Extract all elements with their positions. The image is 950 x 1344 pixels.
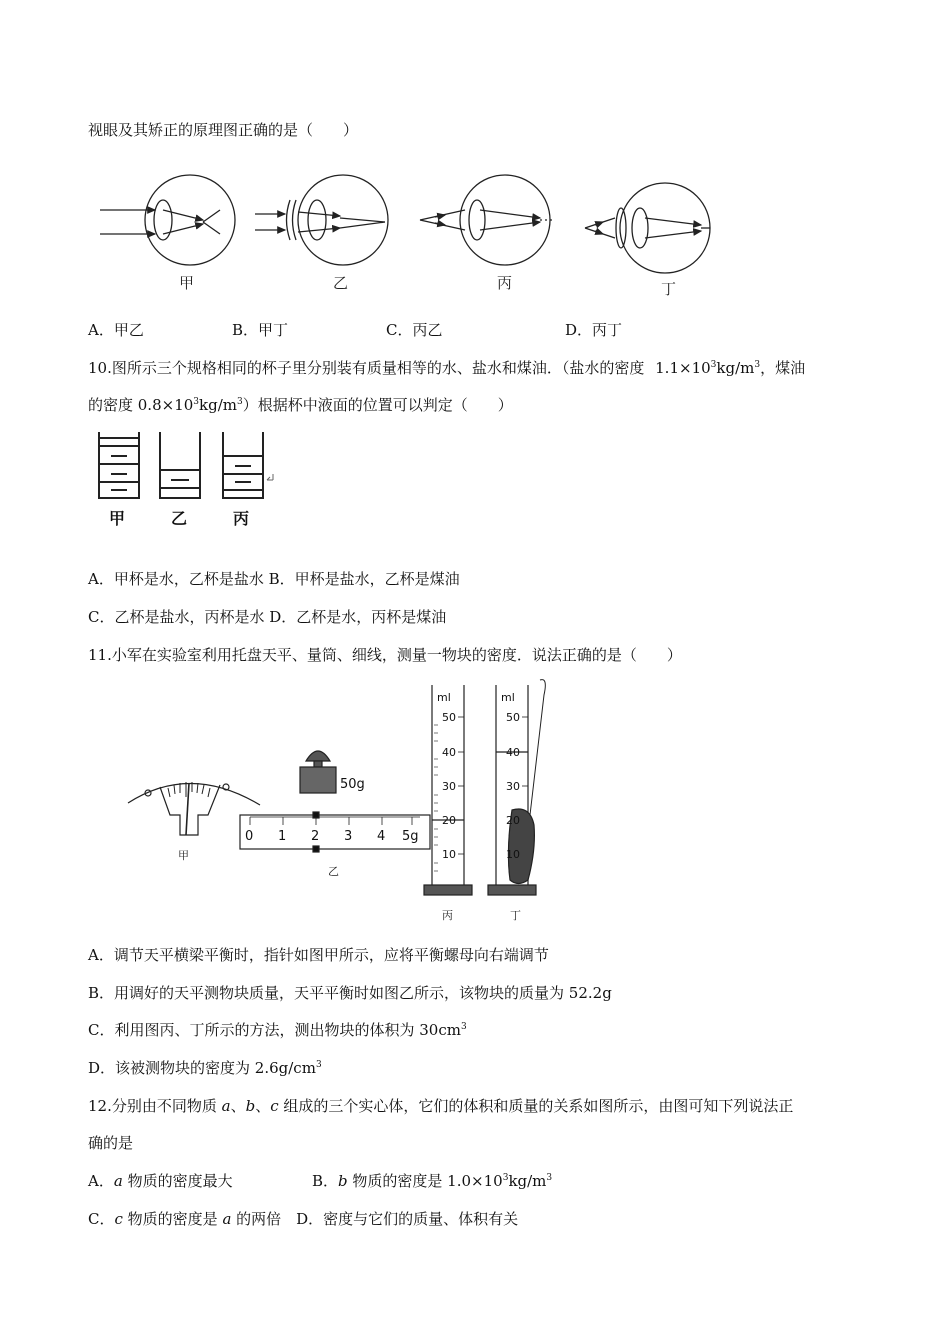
weight-label: 50g: [340, 777, 365, 792]
cyl-bing-tick-10: 10: [442, 848, 456, 861]
q11-balance-figure: [120, 675, 580, 925]
eye-diagram-bing: [420, 175, 555, 265]
cyl-ding-tick-30: 30: [506, 780, 520, 793]
fig-label-jia: 甲: [179, 274, 195, 292]
cyl-ding-tick-10: 10: [506, 848, 520, 861]
ruler-tick-3: 3: [344, 829, 353, 844]
cup-label-jia: 甲: [109, 509, 126, 528]
fig-label-ding: 丁: [661, 280, 677, 298]
cyl-bing-tick-40: 40: [442, 746, 456, 759]
q11-option-b[interactable]: B．用调好的天平测物块质量，天平平衡时如图乙所示，该物块的质量为 52.2g: [88, 984, 612, 1002]
q10-cups-figure: [95, 430, 285, 530]
cyl-bing-tick-30: 30: [442, 780, 456, 793]
eye-diagram-jia: [100, 175, 235, 265]
q11-option-c[interactable]: C．利用图丙、丁所示的方法，测出物块的体积为 $30cm^3$: [88, 1021, 467, 1039]
q12-stem-line2: 确的是: [88, 1134, 134, 1152]
q12-option-b[interactable]: B．b 物质的密度是 $1.0\times 10^3kg/m^3$: [312, 1172, 553, 1190]
q12-stem-line1: 12.分别由不同物质 a、b、c 组成的三个实心体，它们的体积和质量的关系如图所示，由图可知下列说法正: [88, 1097, 794, 1115]
q9-eye-figure: [95, 170, 735, 300]
q9-option-a[interactable]: A．甲乙: [88, 321, 144, 339]
q11-option-a[interactable]: A．调节天平横梁平衡时，指针如图甲所示，应将平衡螺母向右端调节: [88, 946, 549, 964]
fig-label-bing: 丙: [442, 909, 453, 922]
fig-label-jia: 甲: [178, 849, 189, 862]
ruler-tick-1: 1: [278, 829, 287, 844]
cup-label-bing: 丙: [233, 509, 250, 528]
ruler-tick-0: 0: [245, 829, 254, 844]
q10-options-ab[interactable]: A．甲杯是水，乙杯是盐水 B．甲杯是盐水，乙杯是煤油: [88, 570, 460, 588]
q12-options-cd[interactable]: C．c 物质的密度是 a 的两倍 D．密度与它们的质量、体积有关: [88, 1210, 519, 1228]
cup-label-yi: 乙: [171, 509, 188, 528]
cyl-ding-tick-50: 50: [506, 711, 520, 724]
cyl-bing-unit: ml: [437, 691, 451, 704]
q9-stem: 视眼及其矫正的原理图正确的是（ ）: [88, 121, 359, 139]
q11-option-d[interactable]: D．该被测物块的密度为 $2.6g/cm^3$: [88, 1059, 322, 1077]
q9-option-c[interactable]: C．丙乙: [386, 321, 443, 339]
fig-label-ding: 丁: [510, 909, 521, 922]
weight-50g: [300, 751, 336, 793]
eye-diagram-ding: [585, 183, 710, 273]
q10-stem-line1: 10.图所示三个规格相同的杯子里分别装有质量相等的水、盐水和煤油．（盐水的密度 $1.1\times 10^3kg/m^3$，煤油: [88, 359, 806, 377]
q11-stem: 11.小军在实验室利用托盘天平、量筒、细线，测量一物块的密度．说法正确的是（ ）: [88, 646, 682, 664]
eye-diagram-yi: [255, 175, 388, 265]
q9-option-b[interactable]: B．甲丁: [232, 321, 289, 339]
ruler-tick-5: 5g: [402, 829, 419, 844]
fig-label-yi: 乙: [333, 274, 349, 292]
ruler-tick-4: 4: [377, 829, 386, 844]
ruler-tick-2: 2: [311, 829, 320, 844]
q9-option-d[interactable]: D．丙丁: [565, 321, 623, 339]
cyl-bing-tick-20: 20: [442, 814, 456, 827]
cyl-ding-tick-40: 40: [506, 746, 520, 759]
q10-stem-line2: 的密度 $0.8\times 10^3kg/m^3$）根据杯中液面的位置可以判定（ ）: [88, 396, 513, 414]
q10-options-cd[interactable]: C．乙杯是盐水，丙杯是水 D．乙杯是水，丙杯是煤油: [88, 608, 447, 626]
cyl-ding-unit: ml: [501, 691, 515, 704]
fig-label-yi: 乙: [328, 865, 339, 878]
cyl-bing-tick-50: 50: [442, 711, 456, 724]
fig-label-bing: 丙: [497, 274, 513, 292]
cyl-ding-tick-20: 20: [506, 814, 520, 827]
q12-option-a[interactable]: A．a 物质的密度最大: [88, 1172, 233, 1190]
